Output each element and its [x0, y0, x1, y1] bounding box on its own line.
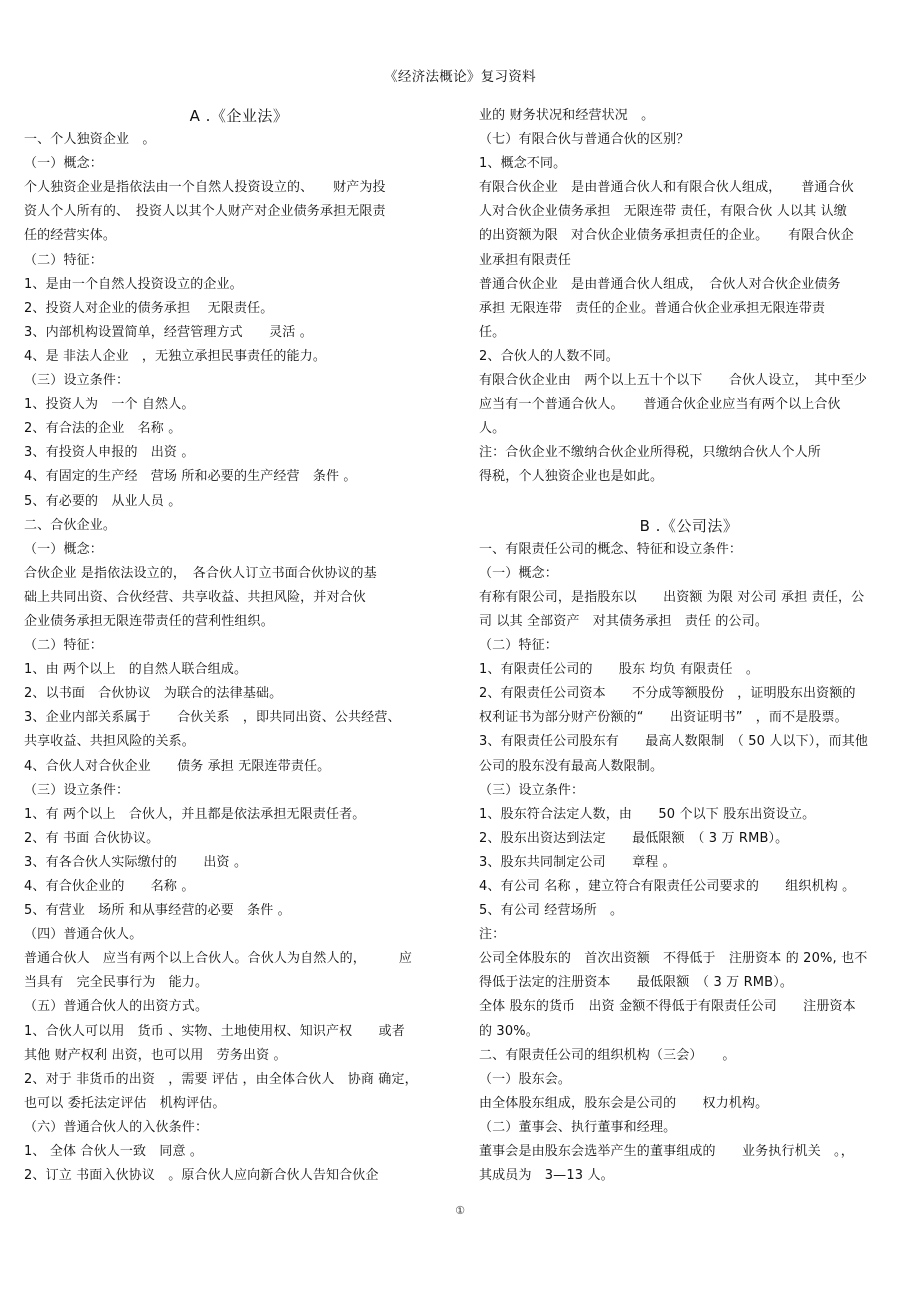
text-line: 一、个人独资企业 。 [24, 132, 156, 148]
text-line: 1、 全体 合伙人一致 同意 。 [24, 1144, 204, 1160]
text-line: 公司全体股东的 首次出资额 不得低于 注册资本 的 20%, 也不 [479, 951, 868, 967]
text-line: 5、有公司 经营场所 。 [479, 903, 624, 919]
text-line: 任的经营实体。 [24, 228, 117, 244]
text-line: 4、合伙人对合伙企业 债务 承担 无限连带责任。 [24, 758, 331, 774]
text-line: 当具有 完全民事行为 能力。 [24, 975, 209, 991]
text-line: 2、合伙人的人数不同。 [479, 348, 619, 364]
right-column [479, 104, 899, 1188]
text-line: 任。 [479, 324, 506, 340]
text-line: 2、订立 书面入伙协议 。原合伙人应向新合伙人告知合伙企 [24, 1168, 379, 1184]
text-line: 3、企业内部关系属于 合伙关系 ，即共同出资、公共经营、 [24, 710, 401, 726]
section-heading: A .《企业法》 [189, 107, 289, 125]
text-line: 有称有限公司，是指股东以 出资额 为限 对公司 承担 责任，公 [479, 589, 865, 605]
text-line: （三）设立条件： [24, 782, 130, 798]
text-line: 1、是由一个自然人投资设立的企业。 [24, 276, 243, 292]
text-line: 2、有合法的企业 名称 。 [24, 421, 182, 437]
text-line: 其成员为 3—13 人。 [479, 1168, 614, 1184]
text-line: 得税，个人独资企业也是如此。 [479, 469, 664, 485]
text-line: 个人独资企业是指依法由一个自然人投资设立的、 财产为投 [24, 180, 386, 196]
text-line: （二）董事会、执行董事和经理。 [479, 1119, 677, 1135]
text-line: 的 30%。 [479, 1023, 539, 1039]
text-line: 1、由 两个以上 的自然人联合组成。 [24, 662, 248, 678]
text-line: 其他 财产权利 出资，也可以用 劳务出资 。 [24, 1047, 287, 1063]
text-line: 础上共同出资、合伙经营、共享收益、共担风险，并对合伙 [24, 589, 366, 605]
text-line: 3、有各合伙人实际缴付的 出资 。 [24, 854, 248, 870]
text-line: 1、有限责任公司的 股东 均负 有限责任 。 [479, 662, 759, 678]
text-line: 由全体股东组成，股东会是公司的 权力机构。 [479, 1095, 769, 1111]
text-line: 二、合伙企业。 [24, 517, 117, 533]
text-line: 4、有固定的生产经 营场 所和必要的生产经营 条件 。 [24, 469, 357, 485]
text-line: 1、有 两个以上 合伙人，并且都是依法承担无限责任者。 [24, 806, 366, 822]
text-line: 二、有限责任公司的组织机构（三会） 。 [479, 1047, 736, 1063]
text-line: 普通合伙企业 是由普通合伙人组成， 合伙人对合伙企业债务 [479, 276, 841, 292]
text-line: 2、股东出资达到法定 最低限额 （ 3 万 RMB）。 [479, 830, 789, 846]
text-line: 2、投资人对企业的债务承担 无限责任。 [24, 300, 274, 316]
text-line: 5、有必要的 从业人员 。 [24, 493, 182, 509]
text-line: 3、内部机构设置简单，经营管理方式 灵活 。 [24, 324, 313, 340]
text-line: 司 以其 全部资产 对其债务承担 责任 的公司。 [479, 613, 768, 629]
text-line: 4、是 非法人企业 ，无独立承担民事责任的能力。 [24, 348, 327, 364]
text-line: 注：合伙企业不缴纳合伙企业所得税，只缴纳合伙人个人所 [479, 445, 821, 461]
text-line: 权利证书为部分财产份额的“ 出资证明书” ，而不是股票。 [479, 710, 848, 726]
text-line: 1、投资人为 一个 自然人。 [24, 397, 195, 413]
text-line: 3、有投资人申报的 出资 。 [24, 445, 195, 461]
blank-line [479, 490, 899, 514]
text-line: 有限合伙企业由 两个以上五十个以下 合伙人设立， 其中至少 [479, 373, 868, 389]
text-line: 一、有限责任公司的概念、特征和设立条件： [479, 541, 743, 557]
text-line: （二）特征： [24, 252, 103, 268]
text-line: 人。 [479, 421, 506, 437]
text-line: 2、对于 非货币的出资 ，需要 评估 ，由全体合伙人 协商 确定， [24, 1071, 418, 1087]
text-line: 2、有限责任公司资本 不分成等额股份 ，证明股东出资额的 [479, 686, 856, 702]
text-line: 应当有一个普通合伙人。 普通合伙企业应当有两个以上合伙 [479, 397, 841, 413]
text-line: 全体 股东的货币 出资 金额不得低于有限责任公司 注册资本 [479, 999, 856, 1015]
text-line: 资人个人所有的、 投资人以其个人财产对企业债务承担无限责 [24, 204, 386, 220]
text-line: （一）股东会。 [479, 1071, 572, 1087]
text-line: 4、有公司 名称 ，建立符合有限责任公司要求的 组织机构 。 [479, 879, 856, 894]
section-heading: B .《公司法》 [639, 516, 739, 535]
text-line: 董事会是由股东会选举产生的董事组成的 业务执行机关 。， [479, 1144, 854, 1160]
text-line: （一）概念： [479, 565, 558, 581]
text-line: 人对合伙企业债务承担 无限连带 责任，有限合伙 人以其 认缴 [479, 204, 847, 220]
text-line: （三）设立条件： [24, 373, 130, 389]
text-line: 3、股东共同制定公司 章程 。 [479, 854, 676, 870]
text-line: 也可以 委托法定评估 机构评估。 [24, 1095, 226, 1111]
text-line: 承担 无限连带 责任的企业。普通合伙企业承担无限连带责 [479, 300, 826, 316]
text-line: 得低于法定的注册资本 最低限额 （ 3 万 RMB）。 [479, 975, 794, 991]
text-line: 1、合伙人可以用 货币 、实物、土地使用权、知识产权 或者 [24, 1023, 405, 1039]
text-line: 合伙企业 是指依法设立的， 各合伙人订立书面合伙协议的基 [24, 565, 377, 581]
text-line: 的出资额为限 对合伙企业债务承担责任的企业。 有限合伙企 [479, 228, 854, 244]
text-line: 5、有营业 场所 和从事经营的必要 条件 。 [24, 903, 291, 919]
text-line: 企业债务承担无限连带责任的营利性组织。 [24, 613, 274, 629]
document-title: 《经济法概论》复习资料 [384, 69, 536, 85]
text-line: （三）设立条件： [479, 782, 585, 798]
text-line: 1、概念不同。 [479, 156, 567, 172]
text-line: （一）概念： [24, 156, 103, 172]
text-line: 有限合伙企业 是由普通合伙人和有限合伙人组成， 普通合伙 [479, 180, 854, 196]
text-line: 2、以书面 合伙协议 为联合的法律基础。 [24, 686, 283, 702]
text-line: （四）普通合伙人。 [24, 927, 143, 943]
text-line: 共享收益、共担风险的关系。 [24, 734, 195, 750]
text-line: 4、有合伙企业的 名称 。 [24, 879, 195, 894]
text-line: 3、有限责任公司股东有 最高人数限制 （ 50 人以下），而其他 [479, 734, 869, 750]
text-line: 业承担有限责任 [479, 252, 572, 268]
text-line: （七）有限合伙与普通合伙的区别？ [479, 132, 690, 148]
text-line: 2、有 书面 合伙协议。 [24, 830, 160, 846]
text-line: 公司的股东没有最高人数限制。 [479, 758, 664, 774]
text-line: （二）特征： [24, 638, 103, 654]
text-line: 普通合伙人 应当有两个以上合伙人。合伙人为自然人的， 应 [24, 951, 413, 967]
text-line: （六）普通合伙人的入伙条件： [24, 1119, 209, 1135]
text-line: 注： [479, 927, 506, 943]
text-line: 业的 财务状况和经营状况 。 [479, 108, 655, 123]
left-column [24, 104, 454, 1188]
text-line: （五）普通合伙人的出资方式。 [24, 999, 209, 1015]
page-number: ① [455, 1204, 465, 1217]
text-line: （一）概念： [24, 541, 103, 557]
text-line: （二）特征： [479, 638, 558, 654]
text-line: 1、股东符合法定人数，由 50 个以下 股东出资设立。 [479, 806, 816, 822]
